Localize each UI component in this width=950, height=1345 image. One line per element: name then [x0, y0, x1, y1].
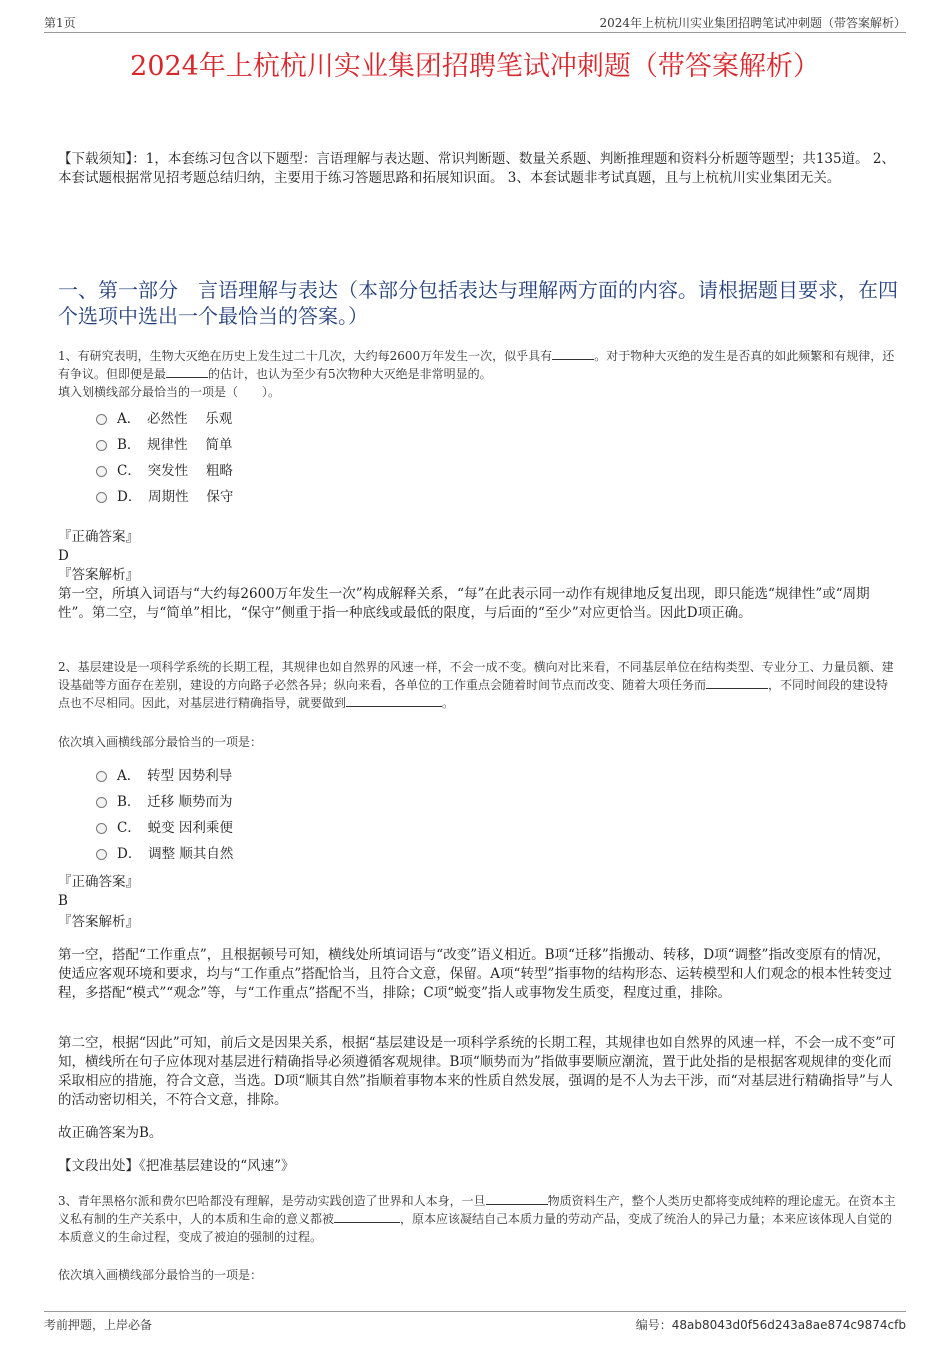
radio-icon[interactable]: [96, 492, 107, 503]
q2-options: [96, 763, 233, 867]
footer-slogan: 考前押题，上岸必备: [44, 1318, 153, 1332]
q1-option-a[interactable]: A． 必然性 乐观: [96, 406, 233, 432]
q1-option-c[interactable]: C． 突发性 粗略: [96, 458, 233, 484]
page-footer: [44, 1311, 906, 1334]
page-number: 第1页: [44, 16, 76, 30]
q2-blank-1: [706, 676, 768, 689]
q1-blank-1: [552, 347, 594, 360]
q2-analysis-p1: 第一空，搭配“工作重点”，且根据顿号可知，横线处所填词语与“改变”语义相近。B项“迁移”指搬动、转移，D项“调整”指改变原有的情况，使适应客观环境和要求，均与“工作重点”搭配恰当，且符合文意，保留。A项“转型”指事物的结构形态、运转模型和人们观念的根本性转变过程，多搭配“模式”“观念”等，与“工作重点”搭配不当，排除；C项“蜕变”指人或事物发生质变，程度过重，排除。: [58, 947, 892, 1001]
radio-icon[interactable]: [96, 797, 107, 808]
answer-label: 『正确答案』: [58, 529, 139, 545]
footer-code: [636, 1316, 906, 1333]
q3-text-b: 物质资料生产，整个人类历史都将变成纯粹的理论虚无。在资本主义私有制的生产关系中，人的本质和生命的意义都被: [58, 1194, 896, 1226]
q3-prompt: 依次填入画横线部分最恰当的一项是：: [58, 1268, 263, 1282]
radio-icon[interactable]: [96, 440, 107, 451]
q2-option-d[interactable]: D． 调整 顺其自然: [96, 841, 233, 867]
radio-icon[interactable]: [96, 466, 107, 477]
footer-code-label: 编号：: [635, 1318, 672, 1332]
q1-option-d[interactable]: D． 周期性 保守: [96, 484, 233, 510]
q2-source: 【文段出处】《把准基层建设的“风速”》: [58, 1158, 295, 1174]
question-1: [58, 347, 898, 401]
footer-code-value: 48ab8043d0f56d243a8ae874c9874cfb: [671, 1318, 906, 1332]
q2-conclusion: 故正确答案为B。: [58, 1125, 163, 1141]
q3-text-a: 3、青年黑格尔派和费尔巴哈都没有理解，是劳动实践创造了世界和人本身，一旦: [58, 1194, 486, 1208]
q2-answer-block: [58, 873, 898, 932]
q3-blank-2: [334, 1210, 400, 1223]
q3-blank-1: [486, 1192, 548, 1205]
radio-icon[interactable]: [96, 771, 107, 782]
question-3: [58, 1192, 898, 1246]
analysis-label: 『答案解析』: [58, 567, 139, 583]
q2-analysis-p2: 第二空，根据“因此”可知，前后文是因果关系，根据“基层建设是一项科学系统的长期工程，其规律也如自然界的风速一样，不会一成不变”可知，横线所在句子应体现对基层进行精确指导必须遵循客观规律。B项“顺势而为”指做事要顺应潮流，置于此处指的是根据客观规律的变化而采取相应的措施，符合文意，当选。D项“顺其自然”指顺着事物本来的性质自然发展，强调的是不人为去干涉，而“对基层进行精确指导”与人的活动密切相关，不符合文意，排除。: [58, 1035, 896, 1108]
q2-option-c[interactable]: C． 蜕变 因利乘便: [96, 815, 233, 841]
q2-text-b: ，不同时间段的建设特点也不尽相同。因此，对基层进行精确指导，就要做到: [58, 678, 889, 710]
q2-prompt: 依次填入画横线部分最恰当的一项是：: [58, 735, 263, 749]
q1-option-b[interactable]: B． 规律性 简单: [96, 432, 233, 458]
radio-icon[interactable]: [96, 414, 107, 425]
q3-text-c: ，原本应该凝结自己本质力量的劳动产品，变成了统治人的异己力量；本来应该体现人自觉的本质意义的生命过程，变成了被迫的强制的过程。: [58, 1212, 893, 1244]
question-2: [58, 658, 898, 712]
answer-value: D: [58, 548, 69, 564]
q1-options: [96, 406, 233, 510]
q1-prompt: 填入划横线部分最恰当的一项是（ ）。: [58, 385, 281, 399]
answer-value: B: [58, 893, 68, 909]
page-title: 2024年上杭杭川实业集团招聘笔试冲刺题（带答案解析）: [130, 51, 820, 82]
analysis-label: 『答案解析』: [58, 914, 139, 930]
q1-text-a: 1、有研究表明，生物大灭绝在历史上发生过二十几次，大约每2600万年发生一次，似乎具有: [58, 349, 553, 363]
q1-text-c: 的估计，也认为至少有5次物种大灭绝是非常明显的。: [208, 367, 492, 381]
page-header: [44, 14, 906, 33]
answer-label: 『正确答案』: [58, 874, 139, 890]
q1-text-b: 。对于物种大灭绝的发生是否真的如此频繁和有规律，还有争议。但即便是最: [58, 349, 895, 381]
q2-blank-2: [346, 694, 442, 707]
q1-answer-block: [58, 528, 898, 623]
q2-option-a[interactable]: A． 转型 因势利导: [96, 763, 233, 789]
q1-blank-2: [166, 365, 208, 378]
section-heading: 一、第一部分 言语理解与表达（本部分包括表达与理解两方面的内容。请根据题目要求，在四个选项中选出一个最恰当的答案。）: [58, 278, 898, 328]
header-doc-title: 2024年上杭杭川实业集团招聘笔试冲刺题（带答案解析）: [599, 16, 906, 30]
analysis-text: 第一空，所填入词语与“大约每2600万年发生一次”构成解释关系，“每”在此表示同一动作有规律地反复出现，即只能选“规律性”或“周期性”。第二空，与“简单”相比，“保守”侧重于指一种底线或最低的限度，与后面的“至少”对应更恰当。因此D项正确。: [58, 586, 870, 621]
q2-text-c: 。: [442, 696, 455, 710]
radio-icon[interactable]: [96, 849, 107, 860]
q2-text-a: 2、基层建设是一项科学系统的长期工程，其规律也如自然界的风速一样，不会一成不变。横向对比来看，不同基层单位在结构类型、专业分工、力量员额、建设基础等方面存在差别，建设的方向路子必然各异；纵向来看，各单位的工作重点会随着时间节点而改变、随着大项任务而: [58, 660, 894, 692]
download-notice: 【下载须知】：1，本套练习包含以下题型：言语理解与表达题、常识判断题、数量关系题、判断推理题和资料分析题等题型；共135道。 2、本套试题根据常见招考题总结归纳，主要用于练习答题思路和拓展知识面。 3、本套试题非考试真题，且与上杭杭川实业集团无关。: [58, 151, 895, 186]
radio-icon[interactable]: [96, 823, 107, 834]
q2-option-b[interactable]: B． 迁移 顺势而为: [96, 789, 233, 815]
